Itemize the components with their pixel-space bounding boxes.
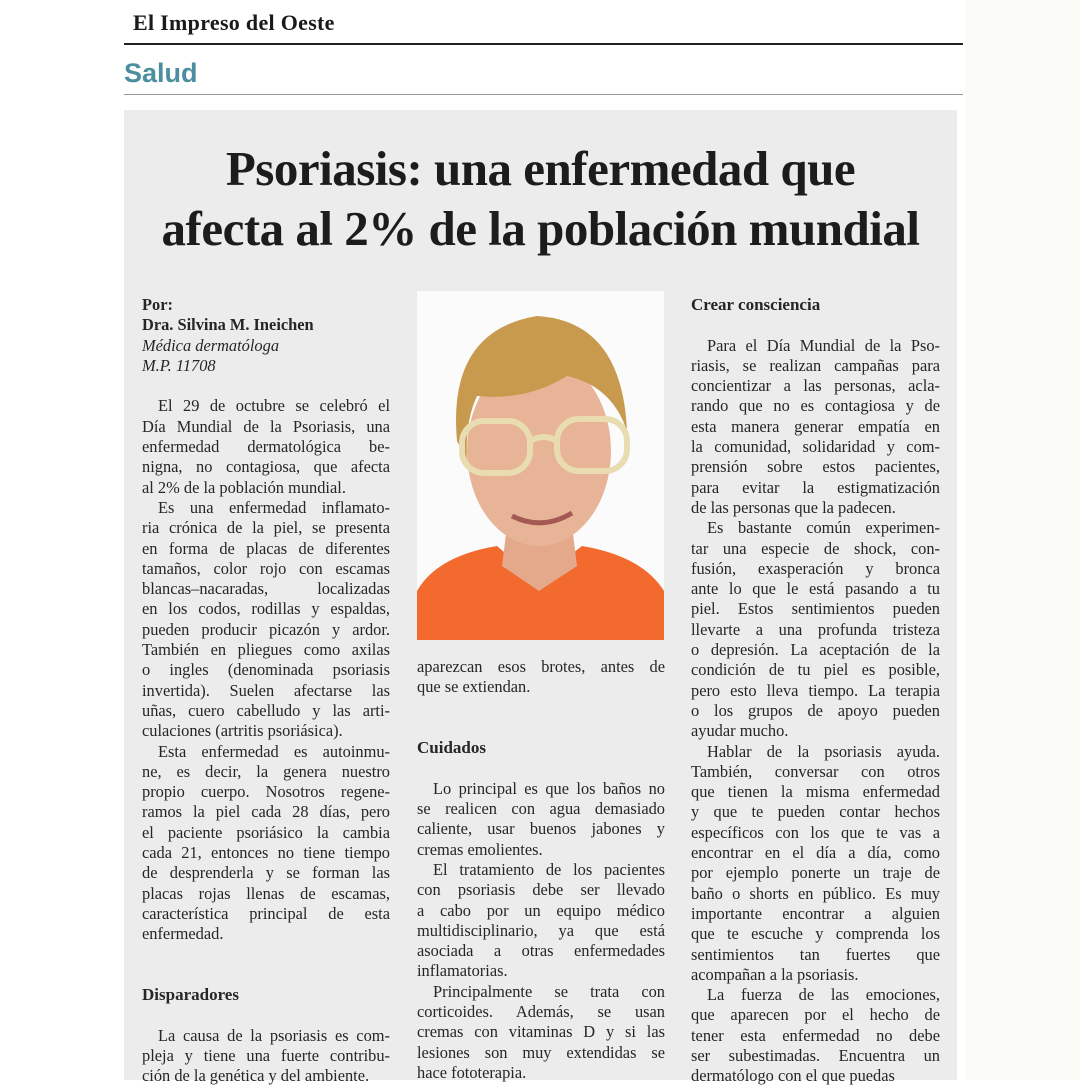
paragraph-line: esta manera generar empatía en — [691, 416, 940, 436]
paragraph-line: el paciente psoriásico la cambia — [142, 822, 390, 842]
byline: Por: — [142, 295, 173, 314]
paragraph-line: caliente, usar buenos jabones y — [417, 819, 665, 839]
paragraph-line: Es bastante común experimen- — [707, 518, 940, 538]
paragraph-line: o depresión. La aceptación de la — [691, 640, 940, 660]
paragraph-line: encontrar en el día a día, como — [691, 843, 940, 863]
paragraph-line: nigna, no contagiosa, que afecta — [142, 457, 390, 477]
paragraph-line: ante lo que le está pasando a tu — [691, 579, 940, 599]
paragraph-line: multidisciplinario, ya que está — [417, 920, 665, 940]
paragraph-line: con psoriasis debe ser llevado — [417, 880, 665, 900]
paragraph-line: ción de la genética y del ambiente. — [142, 1066, 370, 1086]
paragraph-line: por ejemplo ponerte un traje de — [691, 863, 940, 883]
portrait-image — [417, 291, 664, 640]
paragraph-line: concientizar a las personas, acla- — [691, 376, 940, 396]
masthead-rule — [124, 43, 963, 45]
paragraph-line: piel. Estos sentimientos pueden — [691, 599, 940, 619]
paragraph-line: corticoides. Además, se usan — [417, 1002, 665, 1022]
paragraph-line: a cabo por un equipo médico — [417, 900, 665, 920]
article-column-1 — [142, 295, 390, 1087]
paragraph-line: placas rojas llenas de escamas, — [142, 883, 390, 903]
paragraph-line: que te escuche y comprenda los — [691, 924, 940, 944]
paragraph-line: También en pliegues como axilas — [142, 640, 390, 660]
paragraph-line: característica principal de esta — [142, 903, 390, 923]
paragraph-line: inflamatorias. — [417, 961, 508, 981]
section-label: Salud — [124, 58, 198, 88]
paragraph-line: ne, es decir, la genera nuestro — [142, 761, 390, 781]
paragraph-line: cada 21, entonces no tiene tiempo — [142, 843, 390, 863]
article-column-2 — [417, 657, 665, 1083]
section-rule — [124, 94, 963, 95]
paragraph-line: blancas–nacaradas, localizadas — [142, 579, 390, 599]
paragraph-line: y que te pueden contar hechos — [691, 802, 940, 822]
paragraph-line: asociada a otras enfermedades — [417, 941, 665, 961]
paragraph-line: El tratamiento de los pacientes — [433, 859, 665, 879]
paragraph-line: ria crónica de la piel, se presenta — [142, 518, 390, 538]
paragraph-line: Principalmente se trata con — [433, 981, 665, 1001]
spacer — [417, 718, 665, 738]
paragraph-line: El 29 de octubre se celebró el — [158, 396, 390, 416]
spacer — [142, 965, 390, 985]
paragraph-line: sentimientos tan fuertes que — [691, 944, 940, 964]
paragraph-line: acompañan a la psoriasis. — [691, 964, 859, 984]
byline: Dra. Silvina M. Ineichen — [142, 315, 314, 335]
paragraph-line: dermatólogo con el que puedas — [691, 1066, 895, 1086]
paragraph-line: ayudar mucho. — [691, 721, 789, 741]
headline-line-1: Psoriasis: una enfermedad que — [225, 141, 856, 196]
paragraph-line: propio cuerpo. Nosotros regene- — [142, 782, 390, 802]
paragraph-line: o ingles (denominada psoriasis — [142, 660, 390, 680]
paragraph-line: Día Mundial de la Psoriasis, una — [142, 416, 390, 436]
spacer — [691, 315, 940, 335]
paragraph-line: Hablar de la psoriasis ayuda. — [707, 741, 940, 761]
paragraph-line: en los codos, rodillas y espaldas, — [142, 599, 390, 619]
paragraph-line: prensión sobre estos pacientes, — [691, 457, 940, 477]
spacer — [417, 698, 665, 718]
subheading: Crear consciencia — [691, 295, 821, 314]
subheading: Disparadores — [142, 985, 239, 1005]
paragraph-line: que tienen la misma enfermedad — [691, 782, 940, 802]
paragraph-line: tener esta enfermedad no debe — [691, 1025, 940, 1045]
paragraph-line: pleja y tiene una fuerte contribu- — [142, 1045, 390, 1065]
paragraph-line: ser subestimadas. Encuentra un — [691, 1045, 940, 1065]
paragraph-line: de desprenderla y se forman las — [142, 863, 390, 883]
byline-credential: M.P. 11708 — [142, 355, 216, 375]
subheading: Cuidados — [417, 738, 486, 758]
paragraph-line: cremas emolientes. — [417, 839, 543, 859]
paragraph-line: Esta enfermedad es autoinmu- — [158, 741, 390, 761]
paragraph-line: ramos la piel cada 28 días, pero — [142, 802, 390, 822]
paragraph-line: cremas con vitaminas D y si las — [417, 1022, 665, 1042]
paragraph-line: de las personas que la padecen. — [691, 497, 896, 517]
spacer — [142, 376, 390, 396]
spacer — [142, 1005, 390, 1025]
paragraph-line: para evitar la estigmatización — [691, 477, 940, 497]
paragraph-line: lesiones son muy extendidas se — [417, 1042, 665, 1062]
paragraph-line: específicos con los que te vas a — [691, 822, 940, 842]
headline-line-2: afecta al 2% de la población mundial — [161, 201, 920, 256]
paragraph-line: condición de tu piel es posible, — [691, 660, 940, 680]
paragraph-line: llevarte a una profunda tristeza — [691, 619, 940, 639]
paragraph-line: hace fototerapia. — [417, 1062, 527, 1082]
paragraph-line: tamaños, color rojo con escamas — [142, 558, 390, 578]
paragraph-line: que aparecen por el hecho de — [691, 1005, 940, 1025]
paragraph-line: enfermedad dermatológica be- — [142, 437, 390, 457]
paragraph-line: invertida). Suelen afectarse las — [142, 680, 390, 700]
paragraph-line: uñas, cuero cabelludo y las arti- — [142, 700, 390, 720]
paragraph-line: La causa de la psoriasis es com- — [158, 1025, 390, 1045]
spacer — [142, 945, 390, 965]
paragraph-line: que se extiendan. — [417, 677, 531, 697]
author-photo — [417, 291, 664, 640]
paragraph-line: Para el Día Mundial de la Pso- — [707, 335, 940, 355]
paragraph-line: enfermedad. — [142, 924, 224, 944]
paragraph-line: en forma de placas de diferentes — [142, 538, 390, 558]
paragraph-line: La fuerza de las emociones, — [707, 985, 940, 1005]
paragraph-line: tar una especie de shock, con- — [691, 538, 940, 558]
article-column-3 — [691, 295, 940, 1087]
page-margin — [965, 0, 1080, 1080]
paragraph-line: culaciones (artritis psoriásica). — [142, 721, 343, 741]
paragraph-line: Lo principal es que los baños no — [433, 778, 665, 798]
paragraph-line: se realicen con agua demasiado — [417, 799, 665, 819]
paragraph-line: la comunidad, solidaridad y com- — [691, 437, 940, 457]
paragraph-line: pero esto lleva tiempo. La terapia — [691, 680, 940, 700]
paragraph-line: rando que no es contagiosa y de — [691, 396, 940, 416]
paragraph-line: fusión, exasperación y bronca — [691, 558, 940, 578]
paragraph-line: pueden producir picazón y ardor. — [142, 619, 390, 639]
byline-credential: Médica dermatóloga — [142, 335, 280, 355]
paragraph-line: aparezcan esos brotes, antes de — [417, 657, 665, 676]
paragraph-line: baño o shorts en público. Es muy — [691, 883, 940, 903]
paragraph-line: riasis, se realizan campañas para — [691, 355, 940, 375]
paragraph-line: al 2% de la población mundial. — [142, 477, 346, 497]
paragraph-line: También, conversar con otros — [691, 761, 940, 781]
spacer — [417, 758, 665, 778]
paragraph-line: Es una enfermedad inflamato- — [158, 497, 390, 517]
paragraph-line: o los grupos de apoyo pueden — [691, 700, 940, 720]
paragraph-line: importante encontrar a alguien — [691, 903, 940, 923]
newspaper-masthead: El Impreso del Oeste — [133, 10, 335, 35]
